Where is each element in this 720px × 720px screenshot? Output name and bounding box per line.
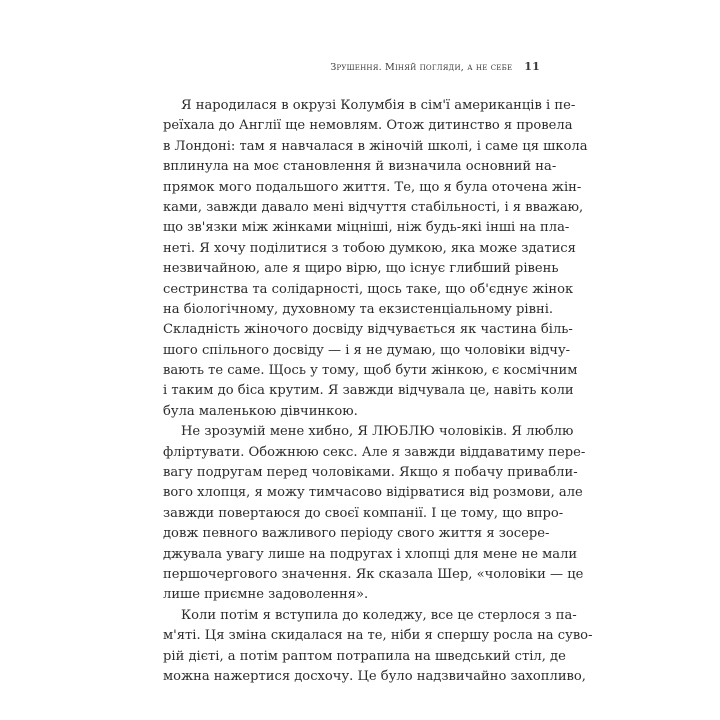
text-line: м'яті. Ця зміна скидалася на те, ніби я спершу росла на суво- <box>163 628 593 644</box>
text-line: рій дієті, а потім раптом потрапила на шведський стіл, де <box>163 648 566 664</box>
running-header <box>300 60 540 73</box>
text-line: можна нажертися досхочу. Це було надзвичайно захопливо, <box>163 668 586 684</box>
text-line: реїхала до Англії ще немовлям. Отож дитинство я провела <box>163 118 573 134</box>
text-line: була маленькою дівчинкою. <box>163 403 358 419</box>
text-line: Складність жіночого досвіду відчувається як частина біль- <box>163 322 573 338</box>
text-line: вплинула на моє становлення й визначила основний на- <box>163 159 557 175</box>
text-line: завжди повертаюся до своєї компанії. І це тому, що впро- <box>163 505 564 521</box>
text-line: вагу подругам перед чоловіками. Якщо я побачу привабли- <box>163 465 578 481</box>
paragraph-3 <box>163 606 593 688</box>
text-line: прямок мого подальшого життя. Те, що я була оточена жін- <box>163 179 582 195</box>
paragraph-1 <box>163 96 588 422</box>
text-line: джувала увагу лише на подругах і хлопці для мене не мали <box>163 546 578 562</box>
text-line: і таким до біса крутим. Я завжди відчувала це, навіть коли <box>163 383 574 399</box>
text-line: вого хлопця, я можу тимчасово відірватися від розмови, але <box>163 485 583 501</box>
text-line: на біологічному, духовному та екзистенціальному рівні. <box>163 301 554 317</box>
paragraph-2 <box>163 422 586 606</box>
body-text <box>163 96 593 687</box>
text-line: шого спільного досвіду — і я не думаю, що чоловіки відчу- <box>163 342 571 358</box>
text-line: незвичайною, але я щиро вірю, що існує глибший рівень <box>163 261 559 277</box>
text-line: першочергового значення. Як сказала Шер, «чоловіки — це <box>163 566 584 582</box>
page-number: 11 <box>524 60 540 73</box>
text-line: Я народилася в окрузі Колумбія в сім'ї американців і пе- <box>181 98 576 113</box>
text-line: що зв'язки між жінками міцніші, ніж будь-які інші на пла- <box>163 220 570 236</box>
text-line: ками, завжди давало мені відчуття стабільності, і я вважаю, <box>163 199 584 215</box>
text-line: Коли потім я вступила до коледжу, все це стерлося з па- <box>181 607 577 623</box>
running-title: Зрушення. Міняй погляди, а не себе <box>330 62 513 73</box>
text-line: фліртувати. Обожнюю секс. Але я завжди віддаватиму пере- <box>163 444 586 460</box>
text-line: вають те саме. Щось у тому, щоб бути жінкою, є космічним <box>163 363 578 379</box>
text-line: в Лондоні: там я навчалася в жіночій школі, і саме ця школа <box>163 138 588 154</box>
text-line: сестринства та солідарності, щось таке, що об'єднує жінок <box>163 281 574 297</box>
text-line: неті. Я хочу поділитися з тобою думкою, яка може здатися <box>163 240 576 256</box>
text-line: Не зрозумій мене хибно, Я ЛЮБЛЮ чоловіків. Я люблю <box>181 424 574 440</box>
text-line: довж певного важливого періоду свого життя я зосере- <box>163 526 550 542</box>
text-line: лише приємне задоволення». <box>163 587 369 603</box>
